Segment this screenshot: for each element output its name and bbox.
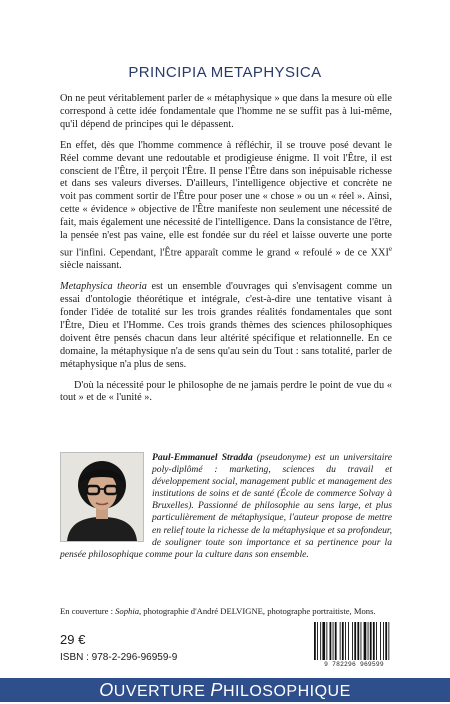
paragraph-intro: On ne peut véritablement parler de « métaphysique » que dans la mesure où elle correspond à cette idée fondamentale que l'homme ne se suffit pas à lui-même, qu'il dépend de principes qui le dépassent. — [60, 93, 392, 130]
theoria-title: Metaphysica theoria — [60, 281, 147, 293]
barcode-digits: 9 782296 969599 — [324, 661, 384, 668]
century-numeral: XXI — [370, 247, 389, 259]
barcode-bars — [312, 622, 396, 660]
author-name: Paul-Emmanuel Stradda — [152, 452, 253, 463]
collection-band — [0, 678, 450, 702]
paragraph-reality-end: siècle naissant. — [60, 260, 122, 272]
isbn: ISBN : 978-2-296-96959-9 — [60, 652, 178, 663]
price: 29 € — [60, 632, 86, 647]
collection-cap-p: P — [210, 680, 223, 700]
paragraph-closing: D'où la nécessité pour le philosophe de ne jamais perdre le point de vue du « tout » et de « l'unité ». — [60, 379, 392, 404]
author-bio — [60, 452, 392, 561]
collection-word-2: HILOSOPHIQUE — [222, 683, 351, 700]
cover-credit-prefix: En couverture : — [60, 606, 116, 616]
century-superscript: e — [388, 244, 392, 253]
paragraph-reality-main: En effet, dès que l'homme commence à réfléchir, il se trouve posé devant le Réel comme devant une redoutable et prodigieuse énigme. Il voit l'Être, il est conscient de l'Être, il perçoit l'Être. Il pense l'Être dans son inépuisable richesse et dans ses valeurs diverses. D'ailleurs, l'intelligence objective et concrète ne voit pas comment sortir de l'Être pour poser une « chose » ou un « réel ». Ainsi, cette « évidence » objective de l'Être manifeste non seulement une nécessité de fait, mais également une nécessité de l'intelligence. Dans la consistance de l'être, la pensée n'est pas vaine, elle est fondée sur du réel et laisse ouverte une porte sur l'infini. Cependant, l'Être apparaît comme le grand « refoulé » de ce — [60, 139, 392, 259]
collection-word-1: UVERTURE — [113, 683, 211, 700]
author-portrait-image — [61, 453, 143, 541]
cover-credit — [60, 606, 392, 617]
book-title: PRINCIPIA METAPHYSICA — [128, 64, 322, 81]
paragraph-reality — [60, 140, 392, 273]
bio-description: (pseudonyme) est un universitaire poly-diplômé : marketing, sciences du travail et développement social, management public et management des institutions de soins et de santé (École de commerce Solvay à Bruxelles). Passionné de philosophie au sens large, et plus particulièrement de métaphysique, l'auteur propose de mettre en relief toute la richesse de la métaphysique et sa profondeur, de souligner toute son importance et sa pertinence pour la pensée philosophique comme pour la culture dans son ensemble. — [60, 452, 393, 560]
paragraph-theoria — [60, 281, 392, 371]
cover-credit-work: Sophia — [115, 606, 139, 616]
author-photo — [60, 452, 144, 542]
theoria-text: est un ensemble d'ouvrages qui s'envisagent comme un essai d'ontologie théorétique et intégrale, c'est-à-dire une tentative visant à fonder l'idée de totalité sur les trois grandes réalités fondamentales que sont l'Être, Dieu et l'Homme. Ces trois grands thèmes des sciences philosophiques doivent être pensés chacun dans leur altérité spécifique et relationnelle. En ce domaine, la métaphysique n'a de sens qu'au sein du Tout : sans totalité, parler de métaphysique n'a plus de sens. — [60, 281, 392, 370]
back-cover-text — [60, 93, 392, 413]
collection-cap-o: O — [99, 680, 114, 700]
cover-credit-rest: , photographie d'André DELVIGNE, photographe portraitiste, Mons. — [139, 606, 376, 616]
